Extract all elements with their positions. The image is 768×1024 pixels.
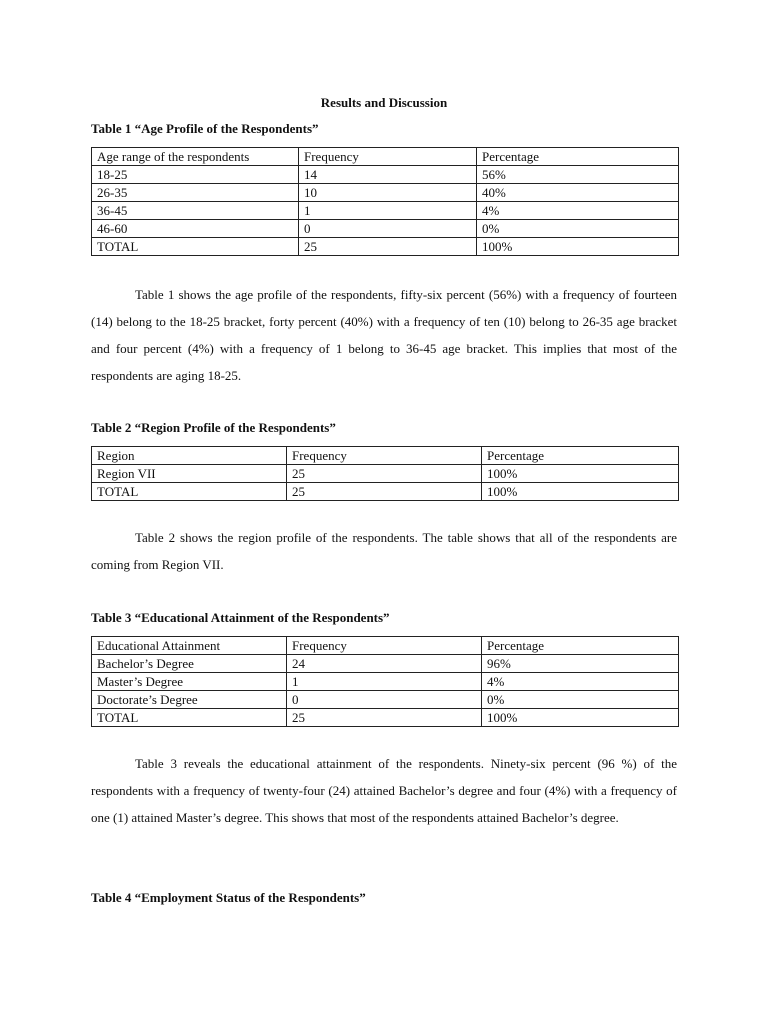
table-header-cell: Age range of the respondents [92, 148, 299, 166]
table-1 [91, 147, 679, 256]
table-cell: 25 [287, 465, 482, 483]
table-row [92, 220, 679, 238]
table-cell: 0% [477, 220, 679, 238]
table-header-row [92, 637, 679, 655]
table-cell: 36-45 [92, 202, 299, 220]
table-cell: 100% [482, 709, 679, 727]
table-row [92, 673, 679, 691]
table-row [92, 202, 679, 220]
table-cell: 0 [299, 220, 477, 238]
table-cell: 10 [299, 184, 477, 202]
paragraph-1: Table 1 shows the age profile of the respondents, fifty-six percent (56%) with a frequency of fourteen (14) belong to the 18-25 bracket, forty percent (40%) with a frequency of ten (10) belong to 26-35 age bracket and four percent (4%) with a frequency of 1 belong to 36-45 age bracket. This implies that most of the respondents are aging 18-25. [91, 287, 677, 383]
table-header-cell: Educational Attainment [92, 637, 287, 655]
table-cell: 4% [477, 202, 679, 220]
table-header-row [92, 148, 679, 166]
table-cell: 24 [287, 655, 482, 673]
table-cell: 1 [299, 202, 477, 220]
table-row [92, 184, 679, 202]
table-row [92, 465, 679, 483]
table-cell: 100% [482, 483, 679, 501]
table-cell: 1 [287, 673, 482, 691]
table-row [92, 655, 679, 673]
table-cell: 18-25 [92, 166, 299, 184]
paragraph-3: Table 3 reveals the educational attainment of the respondents. Ninety-six percent (96 %) of the respondents with a frequency of twenty-four (24) attained Bachelor’s degree and four (4%) with a frequency of one (1) attained Master’s degree. This shows that most of the respondents attained Bachelor’s degree. [91, 756, 677, 825]
table-row [92, 166, 679, 184]
table-cell: 25 [287, 709, 482, 727]
table-row [92, 691, 679, 709]
table-cell: 26-35 [92, 184, 299, 202]
table-1-caption: Table 1 “Age Profile of the Respondents” [91, 121, 319, 136]
table-cell: 25 [287, 483, 482, 501]
table-header-cell: Region [92, 447, 287, 465]
table-header-row [92, 447, 679, 465]
table-header-cell: Percentage [482, 447, 679, 465]
table-header-cell: Frequency [287, 447, 482, 465]
table-cell: 100% [482, 465, 679, 483]
table-header-cell: Percentage [482, 637, 679, 655]
table-cell: 14 [299, 166, 477, 184]
table-total-row [92, 709, 679, 727]
table-cell: 40% [477, 184, 679, 202]
table-total-row [92, 238, 679, 256]
table-cell: 96% [482, 655, 679, 673]
table-cell: 56% [477, 166, 679, 184]
table-3-caption: Table 3 “Educational Attainment of the Respondents” [91, 610, 390, 625]
table-2-caption: Table 2 “Region Profile of the Respondents” [91, 420, 336, 435]
table-3 [91, 636, 679, 727]
paragraph-2: Table 2 shows the region profile of the respondents. The table shows that all of the respondents are coming from Region VII. [91, 530, 677, 572]
table-header-cell: Frequency [287, 637, 482, 655]
table-cell: Doctorate’s Degree [92, 691, 287, 709]
section-heading: Results and Discussion [320, 95, 448, 110]
table-cell: 100% [477, 238, 679, 256]
table-cell: 4% [482, 673, 679, 691]
table-cell: TOTAL [92, 483, 287, 501]
table-header-cell: Frequency [299, 148, 477, 166]
table-cell: 46-60 [92, 220, 299, 238]
table-2 [91, 446, 679, 501]
table-header-cell: Percentage [477, 148, 679, 166]
table-cell: 25 [299, 238, 477, 256]
table-cell: TOTAL [92, 238, 299, 256]
table-4-caption: Table 4 “Employment Status of the Respondents” [91, 890, 366, 905]
table-cell: 0% [482, 691, 679, 709]
table-cell: 0 [287, 691, 482, 709]
table-cell: Master’s Degree [92, 673, 287, 691]
table-cell: Region VII [92, 465, 287, 483]
table-cell: Bachelor’s Degree [92, 655, 287, 673]
table-cell: TOTAL [92, 709, 287, 727]
table-total-row [92, 483, 679, 501]
